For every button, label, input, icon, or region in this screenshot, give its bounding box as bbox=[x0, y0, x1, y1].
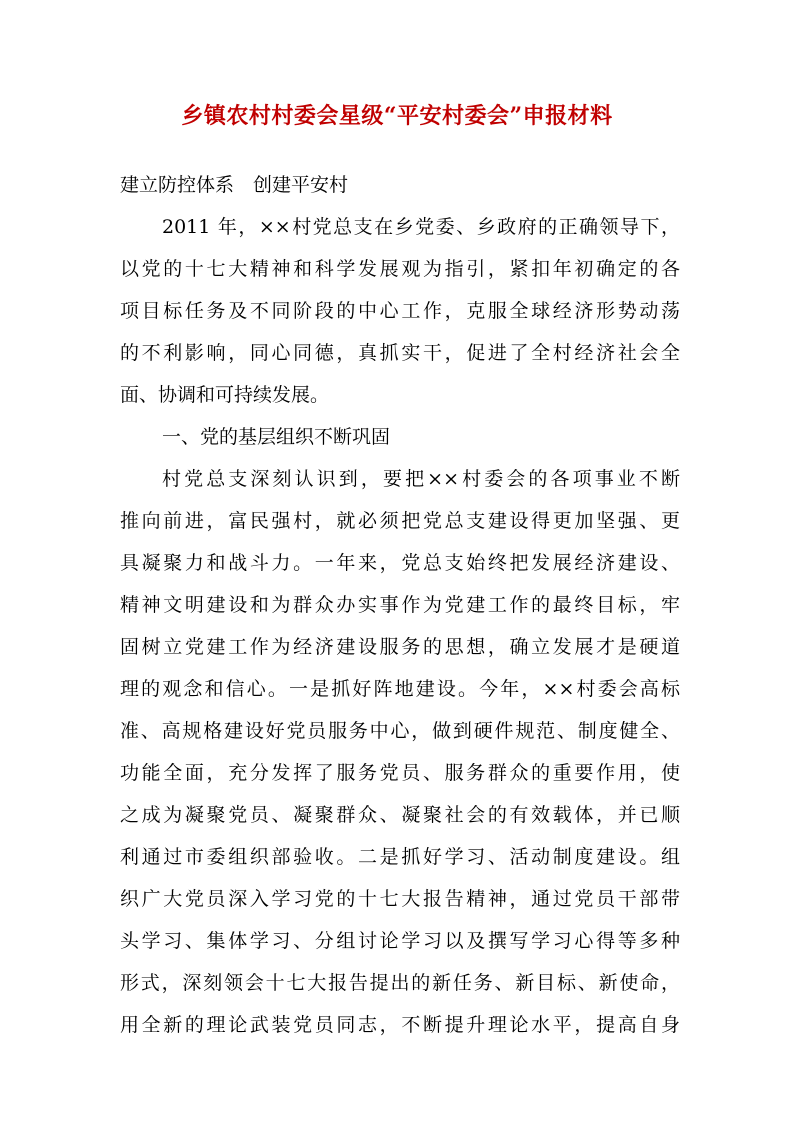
section-line: 精神文明建设和为群众办实事作为党建工作的最终目标，牢 bbox=[120, 594, 680, 616]
section-line: 织广大党员深入学习党的十七大报告精神，通过党员干部带 bbox=[120, 888, 680, 910]
section-line: 具凝聚力和战斗力。一年来，党总支始终把发展经济建设、 bbox=[120, 552, 680, 574]
section-line: 用全新的理论武装党员同志，不断提升理论水平，提高自身 bbox=[120, 1014, 680, 1036]
document-title: 乡镇农村村委会星级“平安村委会”申报材料 bbox=[181, 103, 613, 129]
section-line: 形式，深刻领会十七大报告提出的新任务、新目标、新使命， bbox=[120, 972, 680, 994]
section-line: 之成为凝聚党员、凝聚群众、凝聚社会的有效载体，并已顺 bbox=[120, 804, 680, 826]
intro-line: 2011 年，××村党总支在乡党委、乡政府的正确领导下， bbox=[162, 216, 680, 238]
section-line: 头学习、集体学习、分组讨论学习以及撰写学习心得等多种 bbox=[120, 930, 680, 952]
section-line: 固树立党建工作为经济建设服务的思想，确立发展才是硬道 bbox=[120, 636, 680, 658]
document-subtitle: 建立防控体系 创建平安村 bbox=[120, 174, 349, 196]
section-line: 村党总支深刻认识到，要把××村委会的各项事业不断 bbox=[162, 468, 680, 490]
section-line: 推向前进，富民强村，就必须把党总支建设得更加坚强、更 bbox=[120, 510, 680, 532]
section-line: 准、高规格建设好党员服务中心，做到硬件规范、制度健全、 bbox=[120, 720, 680, 742]
section-line: 功能全面，充分发挥了服务党员、服务群众的重要作用，使 bbox=[120, 762, 680, 784]
document-body bbox=[120, 164, 680, 1046]
intro-line: 以党的十七大精神和科学发展观为指引，紧扣年初确定的各 bbox=[120, 258, 680, 280]
intro-line: 面、协调和可持续发展。 bbox=[120, 384, 330, 406]
intro-line: 的不利影响，同心同德，真抓实干，促进了全村经济社会全 bbox=[120, 342, 680, 364]
intro-line: 项目标任务及不同阶段的中心工作，克服全球经济形势动荡 bbox=[120, 300, 680, 322]
section-line: 理的观念和信心。一是抓好阵地建设。今年，××村委会高标 bbox=[120, 678, 680, 700]
section-line: 利通过市委组织部验收。二是抓好学习、活动制度建设。组 bbox=[120, 846, 680, 868]
section-heading: 一、党的基层组织不断巩固 bbox=[162, 426, 391, 448]
